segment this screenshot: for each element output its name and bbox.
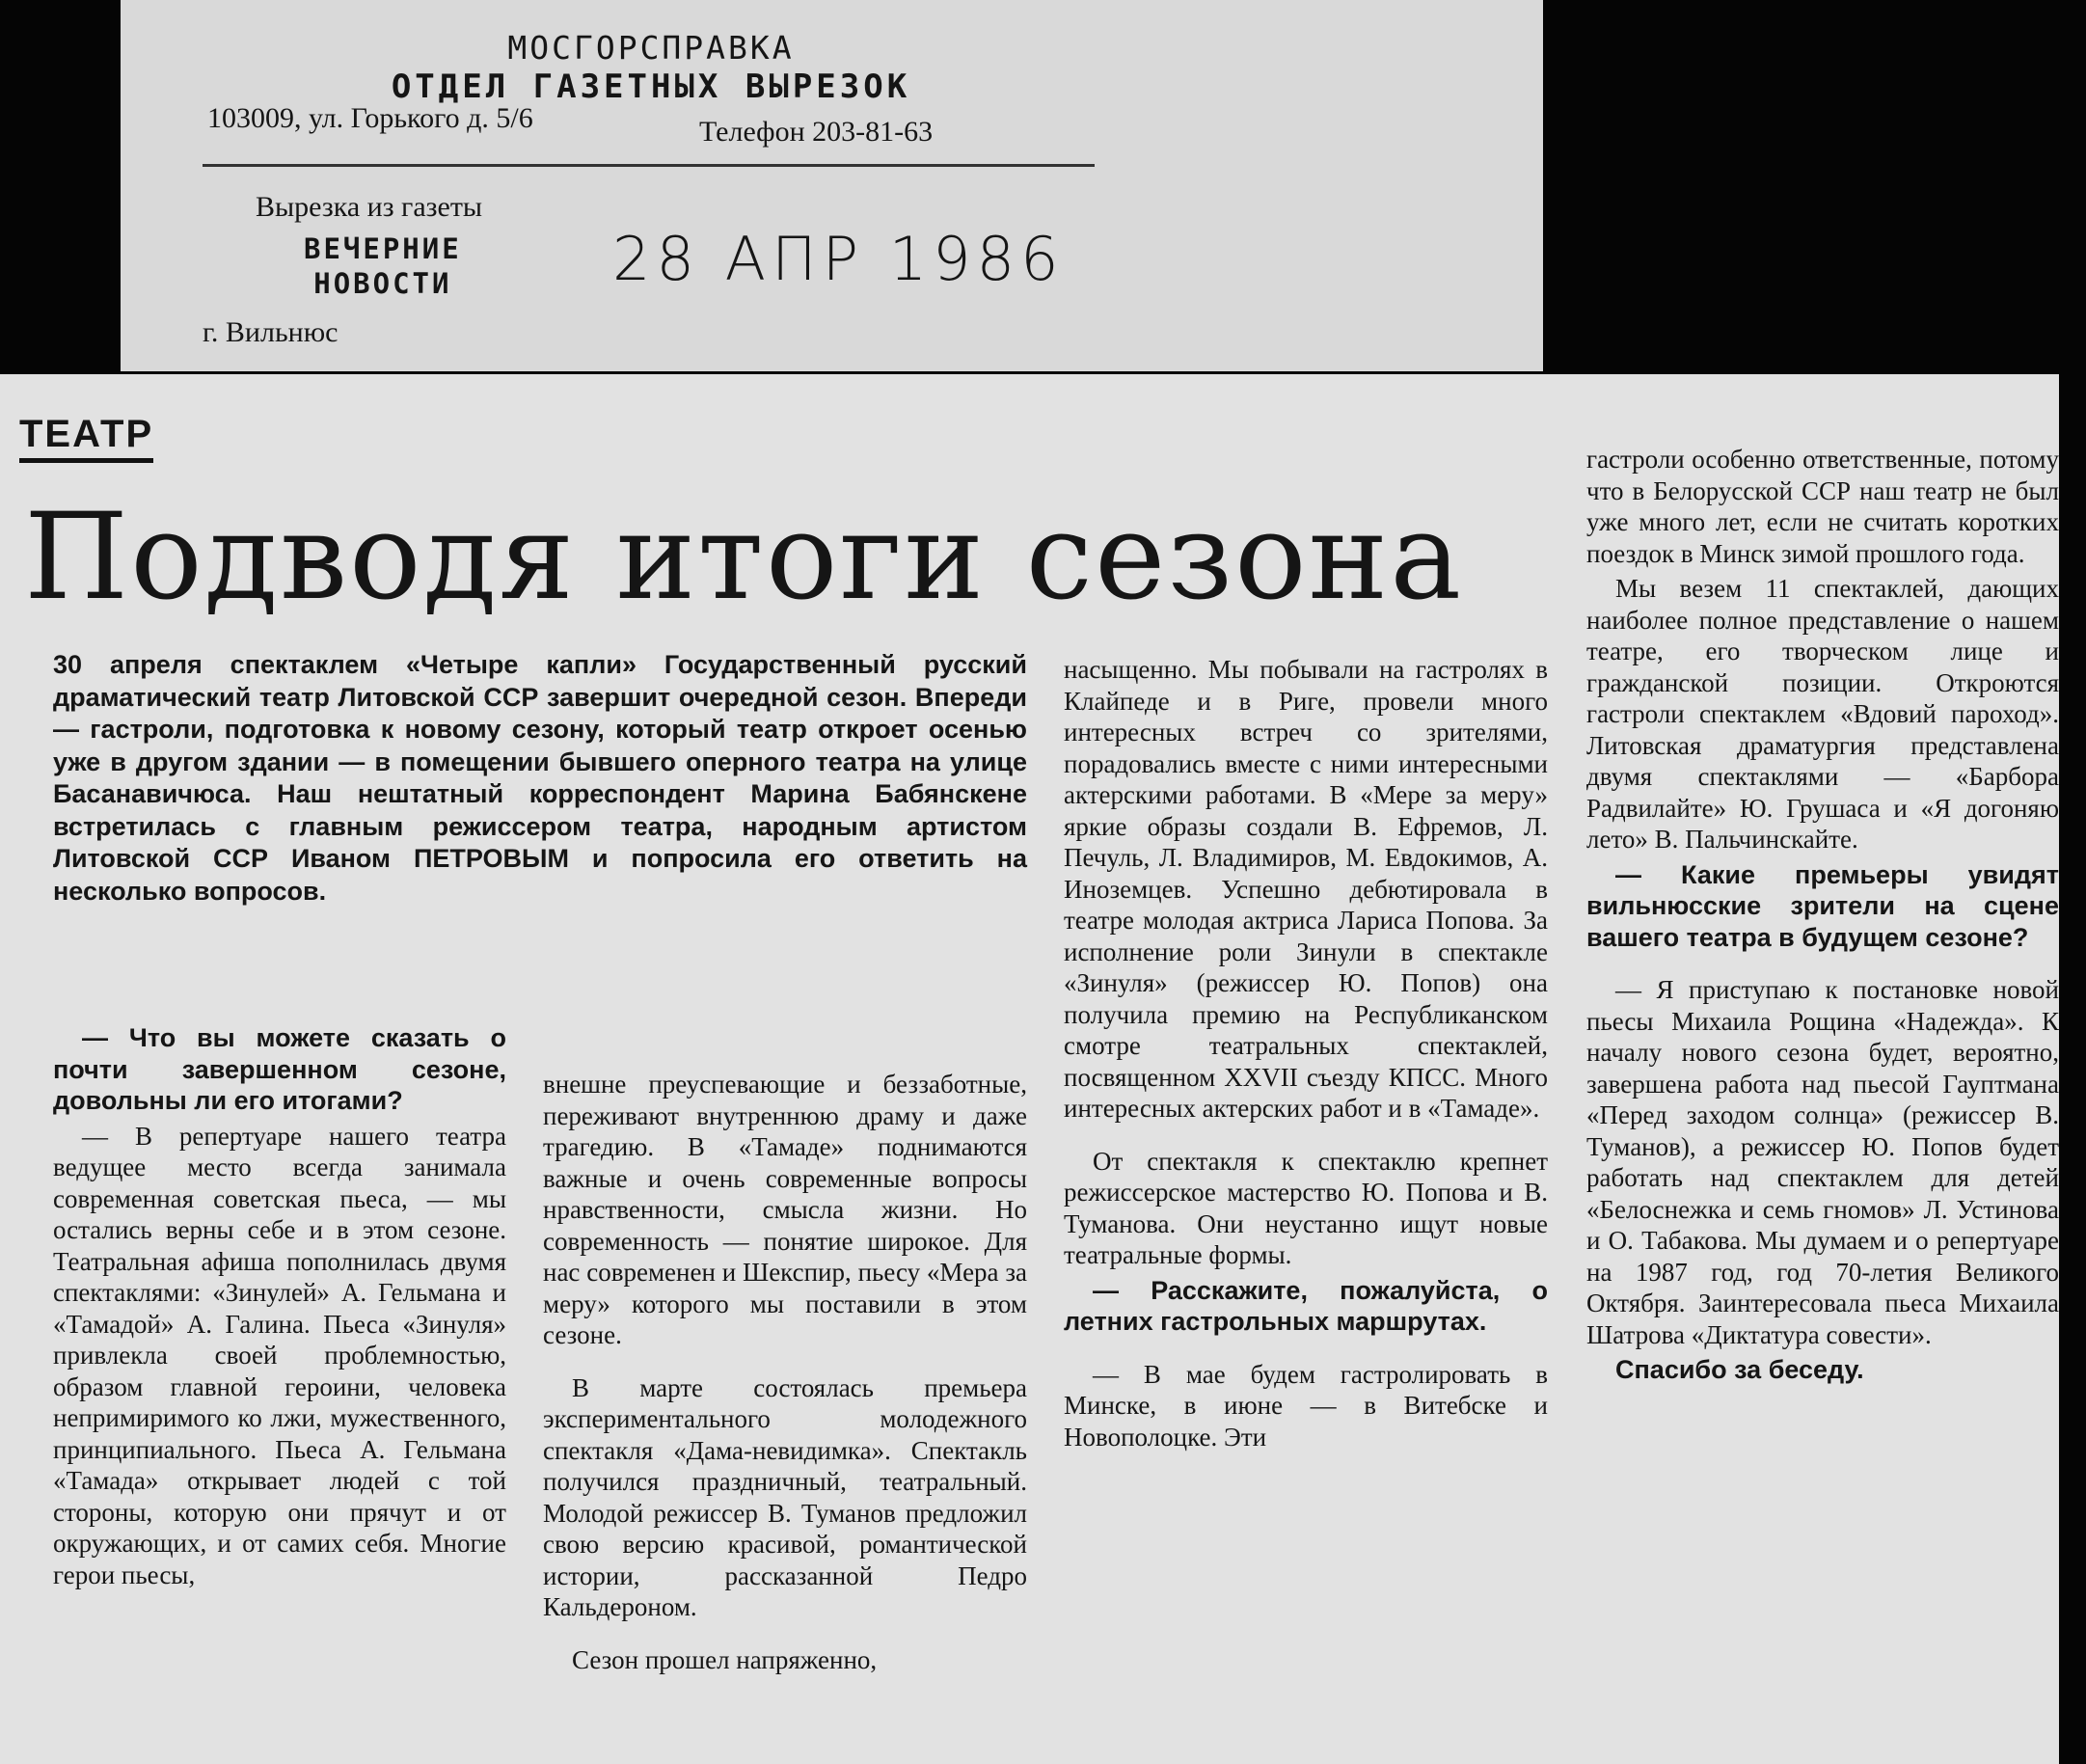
interview-question: — Расскажите, пожалуйста, о летних гастрольных маршрутах. xyxy=(1064,1275,1548,1336)
newspaper-name xyxy=(304,231,462,301)
article-paragraph: Сезон прошел напряженно, xyxy=(572,1644,878,1674)
closing-line: Спасибо за беседу. xyxy=(1615,1355,1864,1384)
interview-answer: — В репертуаре нашего театра ведущее место всегда занимала современная советская пьеса, — мы остались верны себе и в этом сезоне. Театральная афиша пополнилась двумя спектаклями: «Зинулей» А. Гельмана и «Тамадой» А. Галина. Пьеса «Зинуля» привлекла своей проблемностью, образом главной героини, человека непримиримого ко лжи, мужественного, принципиального. Пьеса А. Гельмана «Тамада» открывает людей с той стороны, которую они прячут и от окружающих, и от самих себя. Многие герои пьесы, xyxy=(53,1121,506,1589)
agency-address: 103009, ул. Горького д. 5/6 xyxy=(207,102,533,134)
interview-answer: — Я приступаю к постановке новой пьесы Михаила Рощина «Надежда». К началу нового сезона будет, вероятно, завершена работа над пьесой Гауптмана «Перед заходом солнца» (режиссер В. Туманов), а режиссер Ю. Попов будет работать над спектаклем для детей «Белоснежка и семь гномов» Л. Устинова и О. Табакова. Мы думаем и о репертуаре на 1987 год, год 70-летия Великого Октября. Заинтересовала пьеса Михаила Шатрова «Диктатура совести». xyxy=(1586,975,2059,1349)
clipping-label: Вырезка из газеты xyxy=(256,191,483,223)
section-label: ТЕАТР xyxy=(19,413,153,463)
article-paragraph: От спектакля к спектаклю крепнет режиссерское мастерство Ю. Попова и В. Туманова. Они неустанно ищут новые театральные формы. xyxy=(1064,1146,1548,1269)
newspaper-name-line1: ВЕЧЕРНИЕ xyxy=(304,232,462,265)
newspaper-name-line2: НОВОСТИ xyxy=(313,267,452,300)
agency-name: МОСГОРСПРАВКА xyxy=(507,29,795,67)
article-paragraph: насыщенно. Мы побывали на гастролях в Клайпеде и в Риге, провели много интересных встреч со зрителями, порадовались вместе с ними интересными актерскими работами. В «Мере за меру» яркие образы создали В. Ефремов, Л. Печуль, Л. Владимиров, М. Евдокимов, А. Иноземцев. Успешно дебютировала в театре молодая актриса Лариса Попова. За исполнение роли Зинули в спектакле «Зинуля» (режиссер Ю. Попов) она получила премию на Республиканском смотре театральных спектаклей, посвященном XXVII съезду КПСС. Много интересных актерских работ и в «Тамаде». xyxy=(1064,655,1548,1123)
stamp-divider xyxy=(203,164,1095,167)
interview-question: — Какие премьеры увидят вильнюсские зрители на сцене вашего театра в будущем сезоне? xyxy=(1586,859,2059,952)
interview-question: — Что вы можете сказать о почти завершенном сезоне, довольны ли его итогами? xyxy=(53,1023,506,1115)
department-name: ОТДЕЛ ГАЗЕТНЫХ ВЫРЕЗОК xyxy=(391,68,911,106)
article-column-4 xyxy=(1586,444,2059,1386)
article-lead: 30 апреля спектаклем «Четыре капли» Государственный русский драматический театр Литовской ССР завершит очередной сезон. Впереди — гастроли, подготовка к новому сезону, который театр откроет осенью уже в другом здании — в помещении бывшего оперного театра на улице Басанавичюса. Наш нештатный корреспондент Марина Бабянскене встретилась с главным режиссером театра, народным артистом Литовской ССР Иваном ПЕТРОВЫМ и попросила его ответить на несколько вопросов. xyxy=(53,650,1027,906)
article-paragraph: гастроли особенно ответственные, потому что в Белорусской ССР наш театр не был уже много лет, если не считать коротких поездок в Минск зимой прошлого года. xyxy=(1586,445,2059,568)
article-column-2 xyxy=(543,1069,1027,1675)
article-paragraph: В марте состоялась премьера экспериментального молодежного спектакля «Дама-невидимка». Спектакль получился праздничный, театральный. Молодой режиссер В. Туманов предложил свою версию красивой, романтической истории, рассказанной Педро Кальдероном. xyxy=(543,1372,1027,1621)
article-headline: Подводя итоги сезона xyxy=(24,488,1464,627)
article-paragraph: Мы везем 11 спектаклей, дающих наиболее полное представление о нашем театре, его творческом лице и гражданской позиции. Откроются гастроли спектаклем «Вдовий пароход». Литовская драматургия представлена двумя спектаклями — «Барбора Радвилайте» Ю. Грушаса и «Я догоняю лето» В. Пальчинскайте. xyxy=(1586,574,2059,854)
article-column-1 xyxy=(53,1022,506,1590)
article-paragraph: внешне преуспевающие и беззаботные, переживают внутреннюю драму и даже трагедию. В «Тамаде» поднимаются важные и очень современные вопросы нравственности, смысла жизни. Но современность — понятие широкое. Для нас современен и Шекспир, пьесу «Мера за меру» которого мы поставили в этом сезоне. xyxy=(543,1070,1027,1349)
newspaper-clipping xyxy=(0,374,2059,1764)
agency-phone: Телефон 203-81-63 xyxy=(699,116,934,148)
article-column-3 xyxy=(1064,654,1548,1452)
clipping-date: 28 АПР 1986 xyxy=(612,224,1065,294)
newspaper-city: г. Вильнюс xyxy=(203,316,339,348)
clipping-service-stamp xyxy=(121,0,1543,371)
interview-answer: — В мае будем гастролировать в Минске, в июне — в Витебске и Новополоцке. Эти xyxy=(1064,1359,1548,1452)
